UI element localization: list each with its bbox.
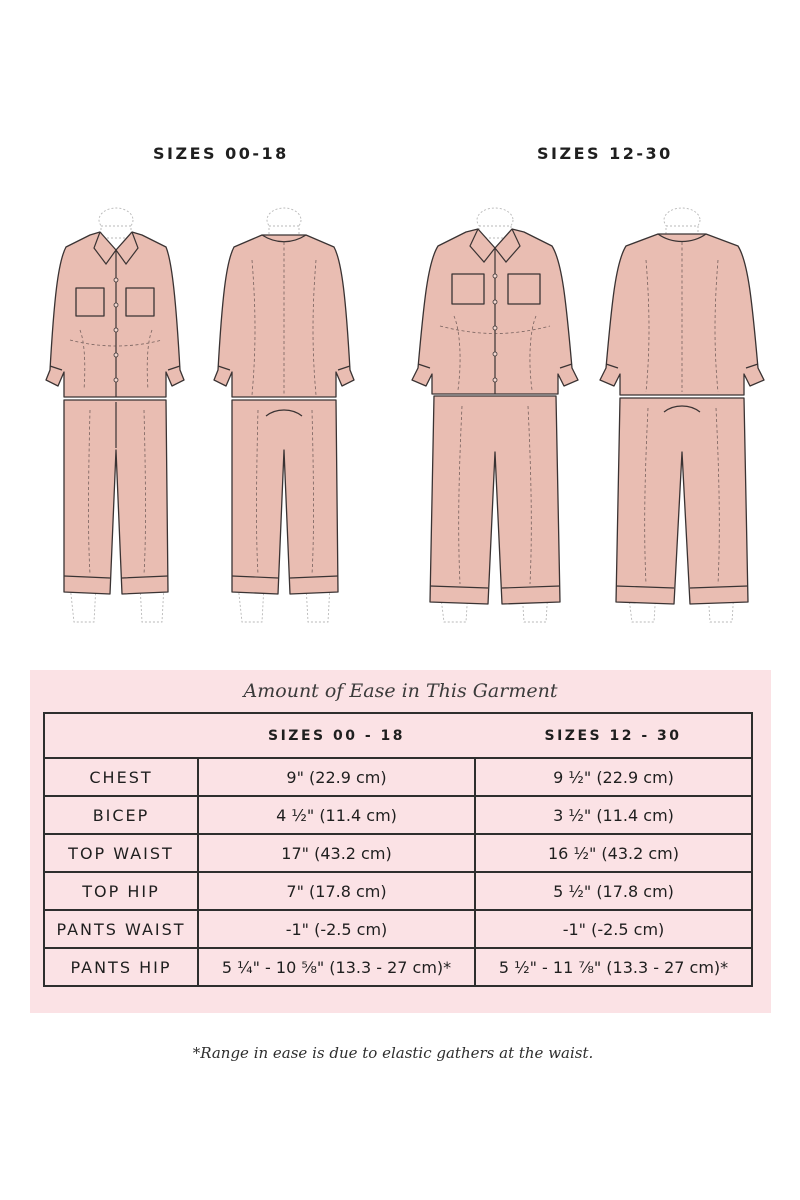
table-header-blank [44,713,198,758]
table-row [44,758,752,796]
back-view-large-figure [600,208,764,622]
table-row [44,796,752,834]
front-view-large-figure [412,208,578,622]
sizes-12-30-title: SIZES 12-30 [537,144,673,163]
table-row [44,948,752,986]
chest-ease-12-30: 9 ½" (22.9 cm) [475,758,752,796]
bicep-ease-12-30: 3 ½" (11.4 cm) [475,796,752,834]
row-label-top-hip: TOP HIP [44,872,198,910]
pants-waist-ease-12-30: -1" (-2.5 cm) [475,910,752,948]
row-label-chest: CHEST [44,758,198,796]
back-view-small-figure [214,208,354,622]
column-header-sizes-00-18: SIZES 00 - 18 [198,713,475,758]
pants-waist-ease-00-18: -1" (-2.5 cm) [198,910,475,948]
row-label-pants-waist: PANTS WAIST [44,910,198,948]
row-label-bicep: BICEP [44,796,198,834]
sizes-00-18-title: SIZES 00-18 [153,144,289,163]
front-view-small-figure [46,208,184,622]
table-header-row [44,713,752,758]
table-row [44,834,752,872]
top-hip-ease-00-18: 7" (17.8 cm) [198,872,475,910]
table-row [44,910,752,948]
top-waist-ease-00-18: 17" (43.2 cm) [198,834,475,872]
table-row [44,872,752,910]
footnote: *Range in ease is due to elastic gathers at the waist. [192,1044,594,1062]
row-label-top-waist: TOP WAIST [44,834,198,872]
chest-ease-00-18: 9" (22.9 cm) [198,758,475,796]
top-hip-ease-12-30: 5 ½" (17.8 cm) [475,872,752,910]
garment-illustrations [0,190,800,630]
column-header-sizes-12-30: SIZES 12 - 30 [475,713,752,758]
row-label-pants-hip: PANTS HIP [44,948,198,986]
ease-panel [30,670,771,1013]
pants-hip-ease-12-30: 5 ½" - 11 ⅞" (13.3 - 27 cm)* [475,948,752,986]
ease-table [43,712,753,987]
ease-table-title: Amount of Ease in This Garment [243,680,558,702]
bicep-ease-00-18: 4 ½" (11.4 cm) [198,796,475,834]
pants-hip-ease-00-18: 5 ¼" - 10 ⅝" (13.3 - 27 cm)* [198,948,475,986]
top-waist-ease-12-30: 16 ½" (43.2 cm) [475,834,752,872]
